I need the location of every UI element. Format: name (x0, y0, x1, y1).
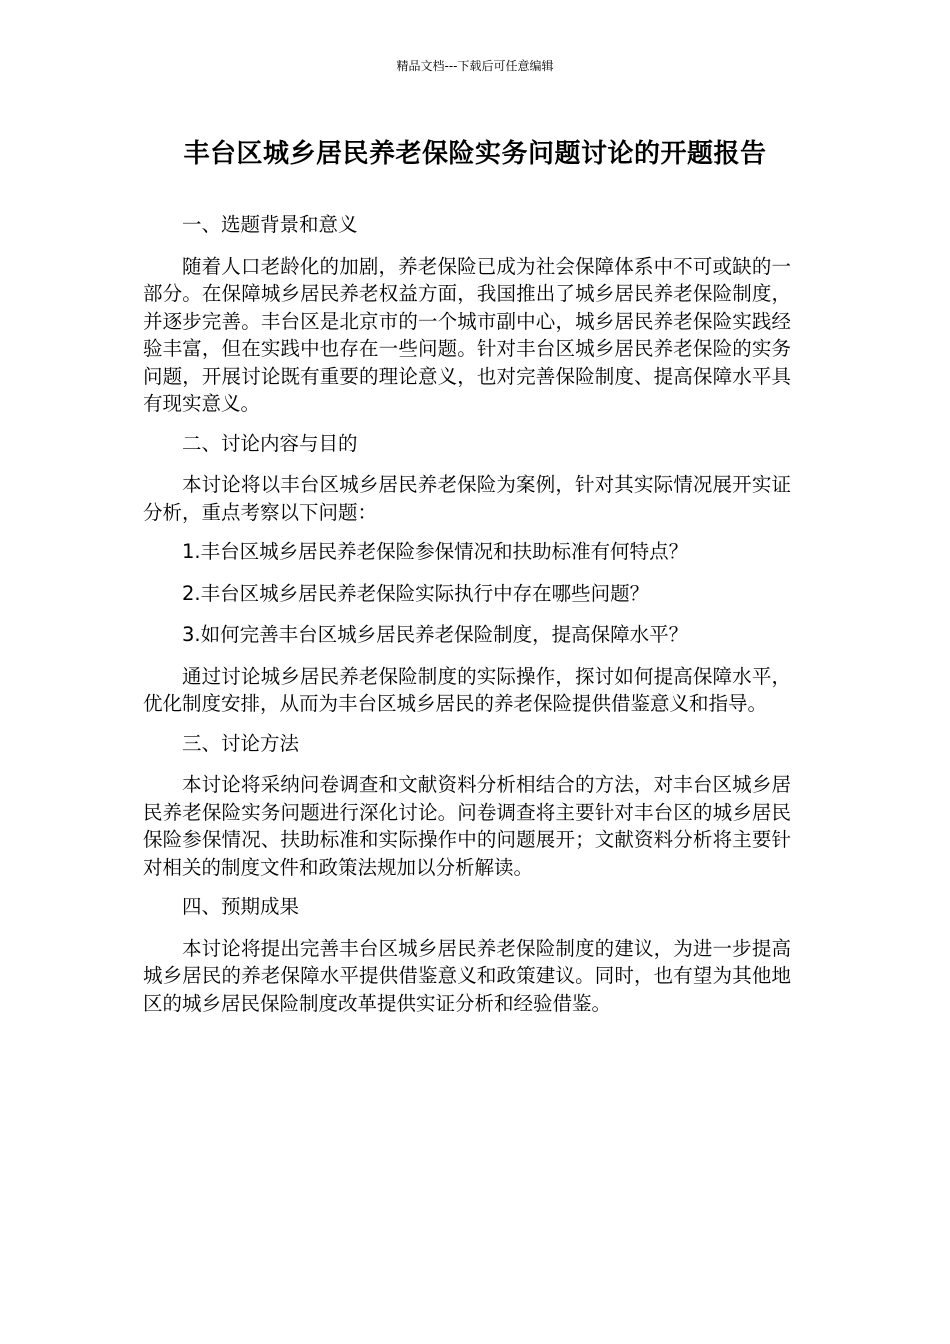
header-note: 精品文档---下载后可任意编辑 (396, 59, 554, 73)
document-body (143, 211, 791, 1017)
section-heading-background: 一、选题背景和意义 (182, 213, 358, 236)
section-heading-content-purpose: 二、讨论内容与目的 (182, 431, 358, 455)
paragraph-content-intro: 本讨论将以丰台区城乡居民养老保险为案例，针对其实际情况展开实证分析，重点考察以下问题： (143, 473, 791, 524)
document-title: 丰台区城乡居民养老保险实务问题讨论的开题报告 (183, 139, 767, 169)
question-item-1: 1.丰台区城乡居民养老保险参保情况和扶助标准有何特点？ (182, 540, 689, 563)
paragraph-expected-results: 本讨论将提出完善丰台区城乡居民养老保险制度的建议，为进一步提高城乡居民的养老保障水平提供借鉴意义和政策建议。同时，也有望为其他地区的城乡居民保险制度改革提供实证分析和经验借鉴。 (143, 936, 791, 1015)
section-heading-expected-results: 四、预期成果 (182, 895, 300, 918)
question-item-3: 3.如何完善丰台区城乡居民养老保险制度，提高保障水平？ (182, 623, 689, 646)
paragraph-method: 本讨论将采纳问卷调查和文献资料分析相结合的方法，对丰台区城乡居民养老保险实务问题进行深化讨论。问卷调查将主要针对丰台区的城乡居民保险参保情况、扶助标准和实际操作中的问题展开；文献资料分析将主要针对相关的制度文件和政策法规加以分析解读。 (143, 773, 791, 879)
paragraph-background: 随着人口老龄化的加剧，养老保险已成为社会保障体系中不可或缺的一部分。在保障城乡居民养老权益方面，我国推出了城乡居民养老保险制度，并逐步完善。丰台区是北京市的一个城市副中心，城乡居民养老保险实践经验丰富，但在实践中也存在一些问题。针对丰台区城乡居民养老保险的实务问题，开展讨论既有重要的理论意义，也对完善保险制度、提高保障水平具有现实意义。 (143, 254, 791, 415)
section-heading-method: 三、讨论方法 (182, 731, 300, 755)
question-item-2: 2.丰台区城乡居民养老保险实际执行中存在哪些问题？ (182, 581, 650, 605)
paragraph-content-purpose: 通过讨论城乡居民养老保险制度的实际操作，探讨如何提高保障水平，优化制度安排，从而为丰台区城乡居民的养老保险提供借鉴意义和指导。 (143, 664, 791, 715)
